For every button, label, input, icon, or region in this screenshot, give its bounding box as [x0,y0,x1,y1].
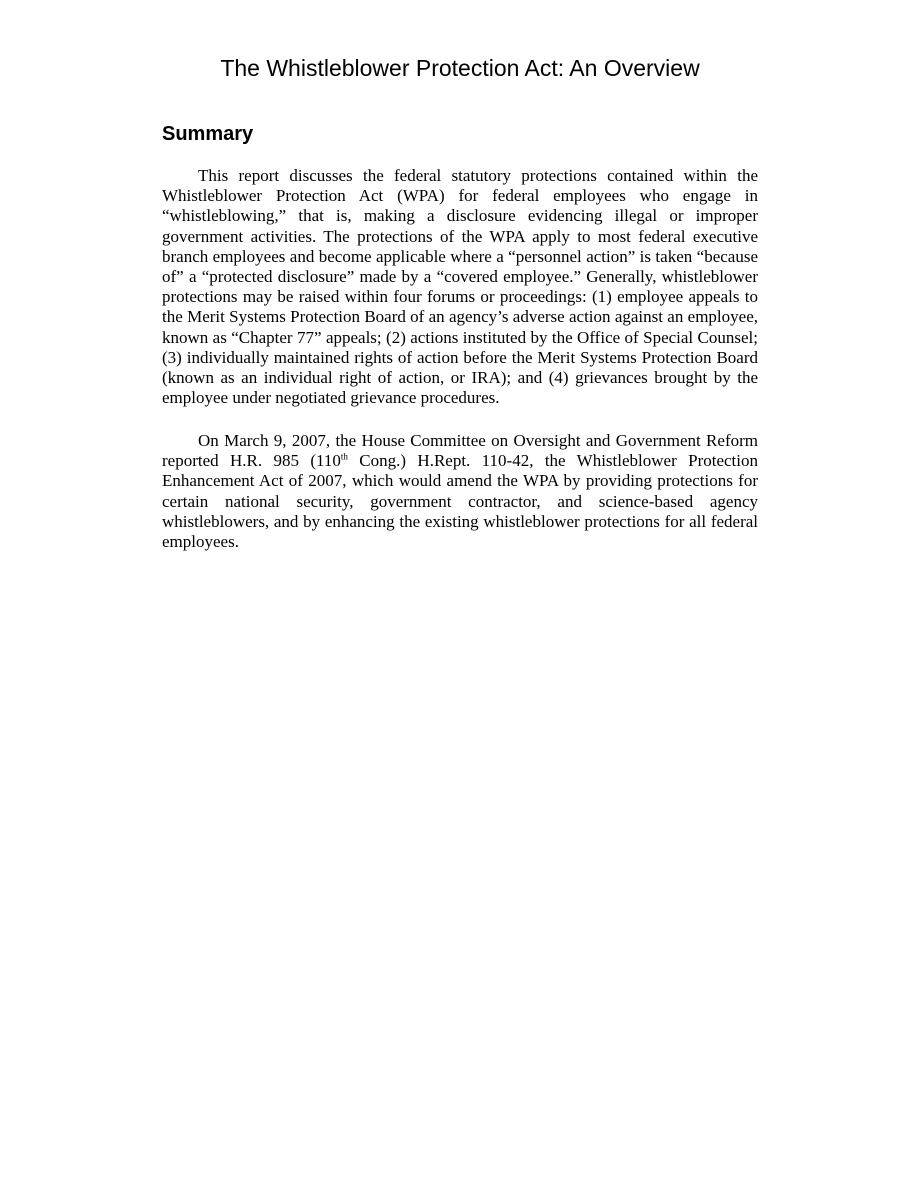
summary-paragraph-2 [162,431,758,552]
section-heading-summary: Summary [162,123,254,145]
summary-paragraph-1: This report discusses the federal statutory protections contained within the Whistleblower Protection Act (WPA) for federal employees who engage in “whistleblowing,” that is, making a disclosure evidencing illegal or improper government activities. The protections of the WPA apply to most federal executive branch employees and become applicable where a “personnel action” is taken “because of” a “protected disclosure” made by a “covered employee.” Generally, whistleblower protections may be raised within four forums or proceedings: (1) employee appeals to the Merit Systems Protection Board of an agency’s adverse action against an employee, known as “Chapter 77” appeals; (2) actions instituted by the Office of Special Counsel; (3) individually maintained rights of action before the Merit Systems Protection Board (known as an individual right of action, or IRA); and (4) grievances brought by the employee under negotiated grievance procedures. [162,166,758,408]
ordinal-superscript: th [340,451,348,462]
document-title: The Whistleblower Protection Act: An Overview [220,55,700,81]
paragraph-2-text-part-1: On March 9, 2007, the House Committee on Oversight and Government Reform reported H.R. 985 (110 [162,431,758,471]
paragraph-2-text-part-2: Cong.) H.Rept. 110-42, the Whistleblower Protection Enhancement Act of 2007, which would amend the WPA by providing protections for certain national security, government contractor, and science-based agency whistleblowers, and by enhancing the existing whistleblower protections for all federal employees. [162,451,758,552]
